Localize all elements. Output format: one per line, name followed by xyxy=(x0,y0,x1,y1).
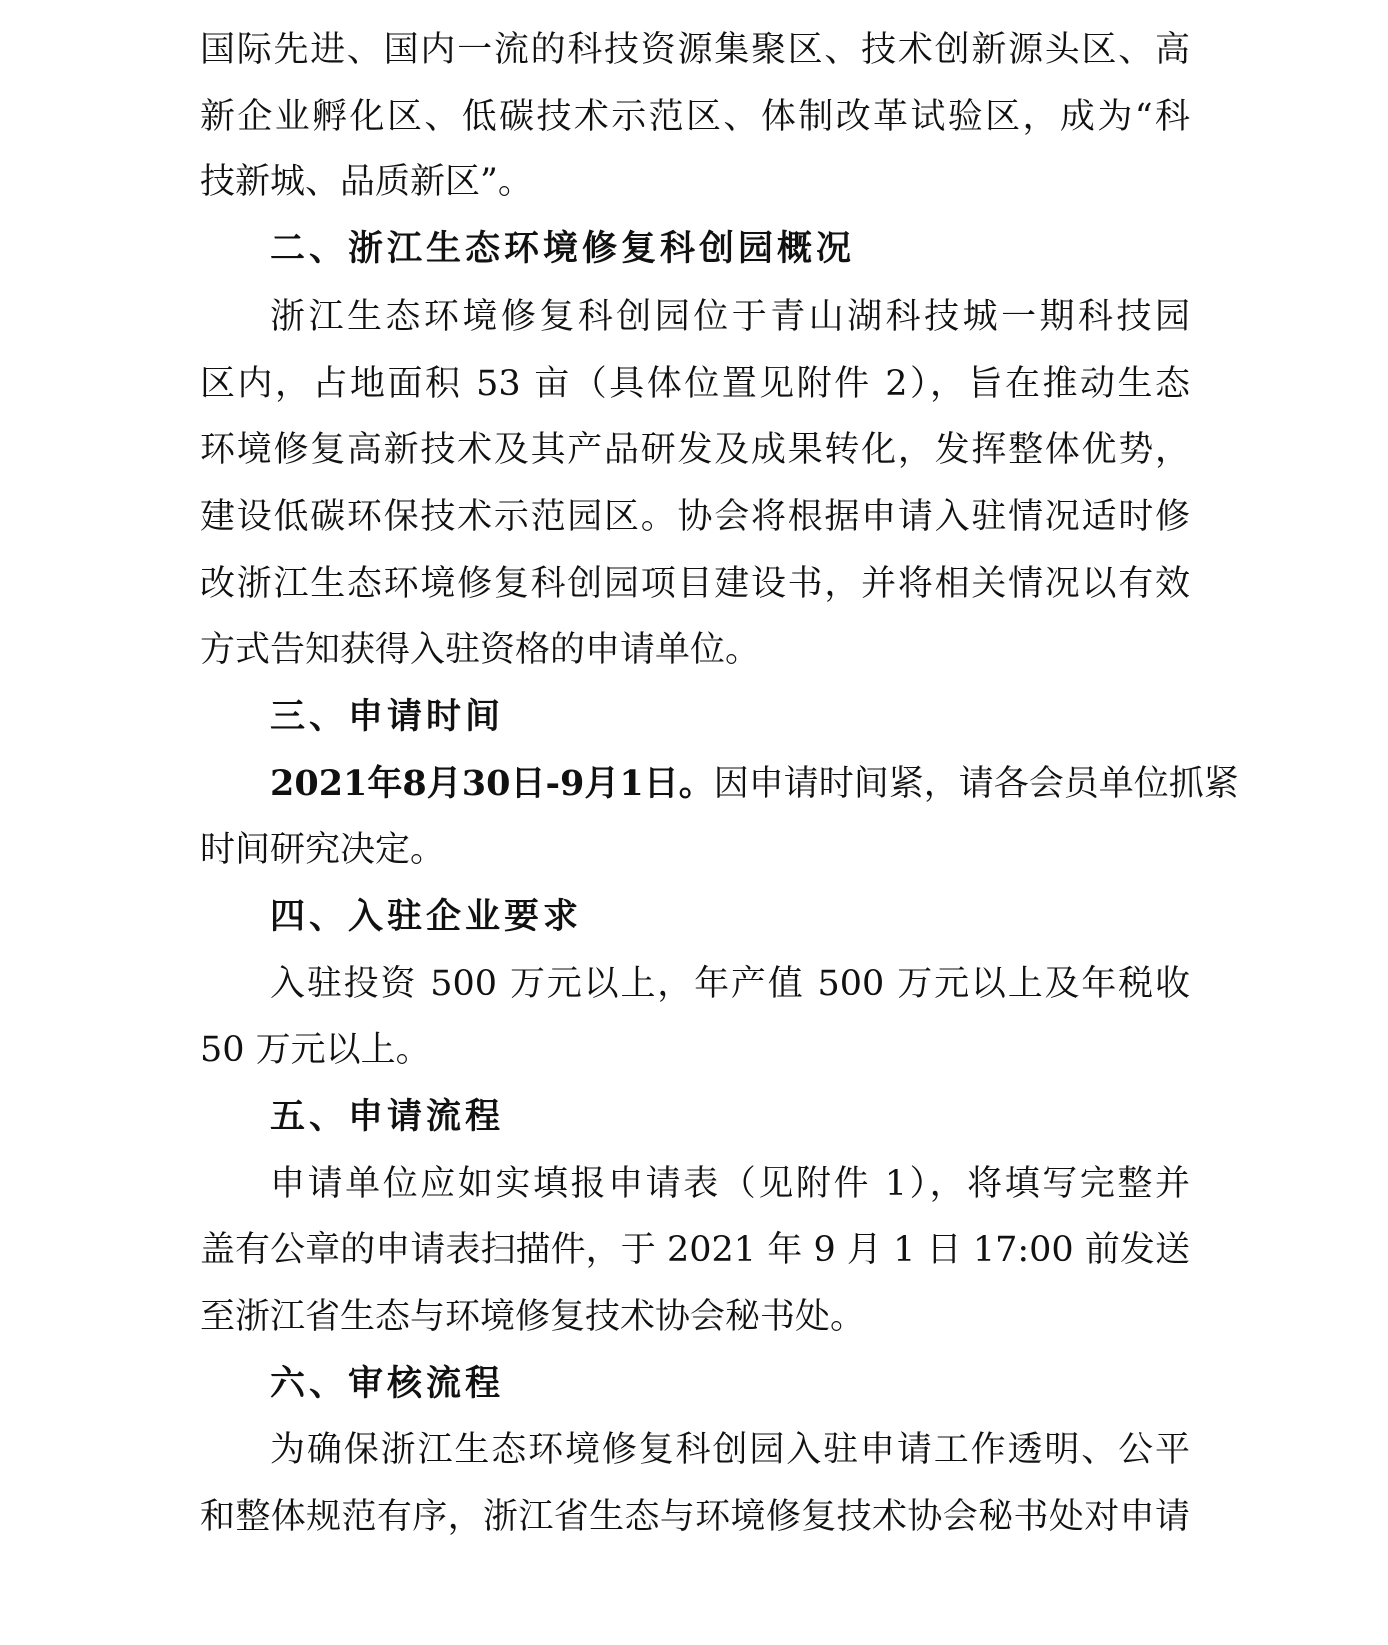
section-heading-4: 四、入驻企业要求 xyxy=(270,896,583,937)
body-text-line: 国际先进、国内一流的科技资源集聚区、技术创新源头区、高 xyxy=(200,30,1190,70)
body-text-line: 新企业孵化区、低碳技术示范区、体制改革试验区，成为“科 xyxy=(200,97,1190,137)
body-text-line: 技新城、品质新区”。 xyxy=(200,162,533,202)
body-text-line: 时间研究决定。 xyxy=(200,830,446,870)
body-text-line: 盖有公章的申请表扫描件，于 2021 年 9 月 1 日 17:00 前发送 xyxy=(200,1230,1190,1270)
body-text-line xyxy=(270,762,1239,806)
application-dates: 2021年8月30日-9月1日。 xyxy=(270,763,714,804)
body-text-line: 申请单位应如实填报申请表（见附件 1），将填写完整并 xyxy=(270,1164,1190,1204)
section-heading-2: 二、浙江生态环境修复科创园概况 xyxy=(270,228,856,269)
body-text-line: 为确保浙江生态环境修复科创园入驻申请工作透明、公平 xyxy=(270,1430,1190,1470)
body-text-line: 环境修复高新技术及其产品研发及成果转化，发挥整体优势， xyxy=(200,430,1190,470)
body-text-line: 至浙江省生态与环境修复技术协会秘书处。 xyxy=(200,1297,866,1337)
body-text-line: 和整体规范有序，浙江省生态与环境修复技术协会秘书处对申请 xyxy=(200,1497,1190,1537)
body-text-line: 入驻投资 500 万元以上，年产值 500 万元以上及年税收 xyxy=(270,964,1190,1004)
body-text-line: 区内，占地面积 53 亩（具体位置见附件 2），旨在推动生态 xyxy=(200,364,1190,404)
body-text-span: 因申请时间紧，请各会员单位抓紧 xyxy=(713,764,1239,804)
body-text-line: 方式告知获得入驻资格的申请单位。 xyxy=(200,630,761,670)
body-text-line: 50 万元以上。 xyxy=(200,1030,431,1070)
section-heading-3: 三、申请时间 xyxy=(270,696,505,737)
body-text-line: 改浙江生态环境修复科创园项目建设书，并将相关情况以有效 xyxy=(200,564,1190,604)
body-text-line: 浙江生态环境修复科创园位于青山湖科技城一期科技园 xyxy=(270,297,1190,337)
section-heading-6: 六、审核流程 xyxy=(270,1363,505,1404)
section-heading-5: 五、申请流程 xyxy=(270,1096,505,1137)
body-text-line: 建设低碳环保技术示范园区。协会将根据申请入驻情况适时修 xyxy=(200,497,1190,537)
